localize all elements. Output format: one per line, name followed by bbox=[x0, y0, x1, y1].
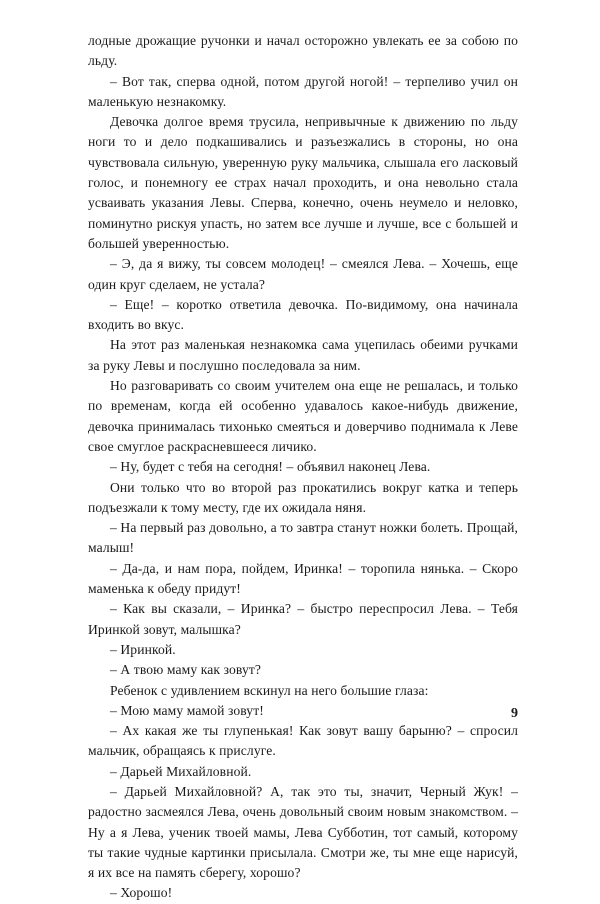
paragraph: – Да-да, и нам пора, пойдем, Иринка! – торопила нянька. – Скоро маменька к обеду придут! bbox=[88, 560, 518, 597]
paragraph: лодные дрожащие ручонки и начал осторожно увлекать ее за собою по льду. bbox=[88, 33, 518, 69]
paragraph: – На первый раз довольно, а то завтра станут ножки болеть. Прощай, малыш! bbox=[88, 520, 518, 556]
paragraph: Девочка долгое время трусила, непривычные к движению по льду ноги то и дело подкашивались и разъезжались в стороны, но она чувствовала сильную, уверенную руку мальчика, слышала его ласковый голос, и понемногу ее страх начал проходить, и она невольно стала усваивать указания Левы. Сперва, конечно, очень неумело и неловко, поминутно рискуя упасть, но затем все лучше и лучше, все с большей и большей уверенностью. bbox=[88, 114, 518, 251]
page-number: 9 bbox=[511, 706, 518, 721]
paragraph: Они только что во второй раз прокатились вокруг катка и теперь подъезжали к тому месту, где их ожидала няня. bbox=[88, 479, 518, 515]
paragraph: – Вот так, сперва одной, потом другой ногой! – терпеливо учил он маленькую незнакомку. bbox=[88, 73, 518, 109]
paragraph: – Ах какая же ты глупенькая! Как зовут вашу барыню? – спросил мальчик, обращаясь к прислуге. bbox=[88, 723, 518, 759]
paragraph: – А твою маму как зовут? bbox=[110, 662, 262, 678]
paragraph: – Дарьей Михайловной. bbox=[110, 763, 252, 779]
body-text bbox=[88, 31, 518, 904]
paragraph: Ребенок с удивлением вскинул на него большие глаза: bbox=[110, 682, 429, 698]
paragraph: – Еще! – коротко ответила девочка. По-видимому, она начинала входить во вкус. bbox=[88, 296, 518, 333]
paragraph: – Ну, будет с тебя на сегодня! – объявил наконец Лева. bbox=[110, 459, 431, 475]
paragraph: – Дарьей Михайловной? А, так это ты, значит, Черный Жук! – радостно засмеялся Лева, очень довольный своим новым знакомством. – Ну а я Лева, ученик твоей мамы, Лева Субботин, тот самый, которому ты такие чудные картинки присылала. Смотри же, ты мне еще нарисуй, я их все на память сберегу, хорошо? bbox=[88, 783, 518, 881]
paragraph: Но разговаривать со своим учителем она еще не решалась, и только по временам, когда ей особенно удавалось какое-нибудь движение, девочка принималась тихонько смеяться и доверчиво поднимала к Леве свое смуглое раскрасневшееся личико. bbox=[88, 378, 518, 454]
paragraph: На этот раз маленькая незнакомка сама уцепилась обеими ручками за руку Левы и послушно последовала за ним. bbox=[88, 337, 518, 373]
paragraph: – Как вы сказали, – Иринка? – быстро переспросил Лева. – Тебя Иринкой зовут, малышка? bbox=[88, 601, 518, 637]
paragraph: – Иринкой. bbox=[110, 641, 176, 657]
paragraph: – Мою маму мамой зовут! bbox=[110, 702, 264, 718]
paragraph: – Хорошо! bbox=[110, 885, 173, 901]
paragraph: – Э, да я вижу, ты совсем молодец! – смеялся Лева. – Хочешь, еще один круг сделаем, не устала? bbox=[88, 256, 518, 292]
